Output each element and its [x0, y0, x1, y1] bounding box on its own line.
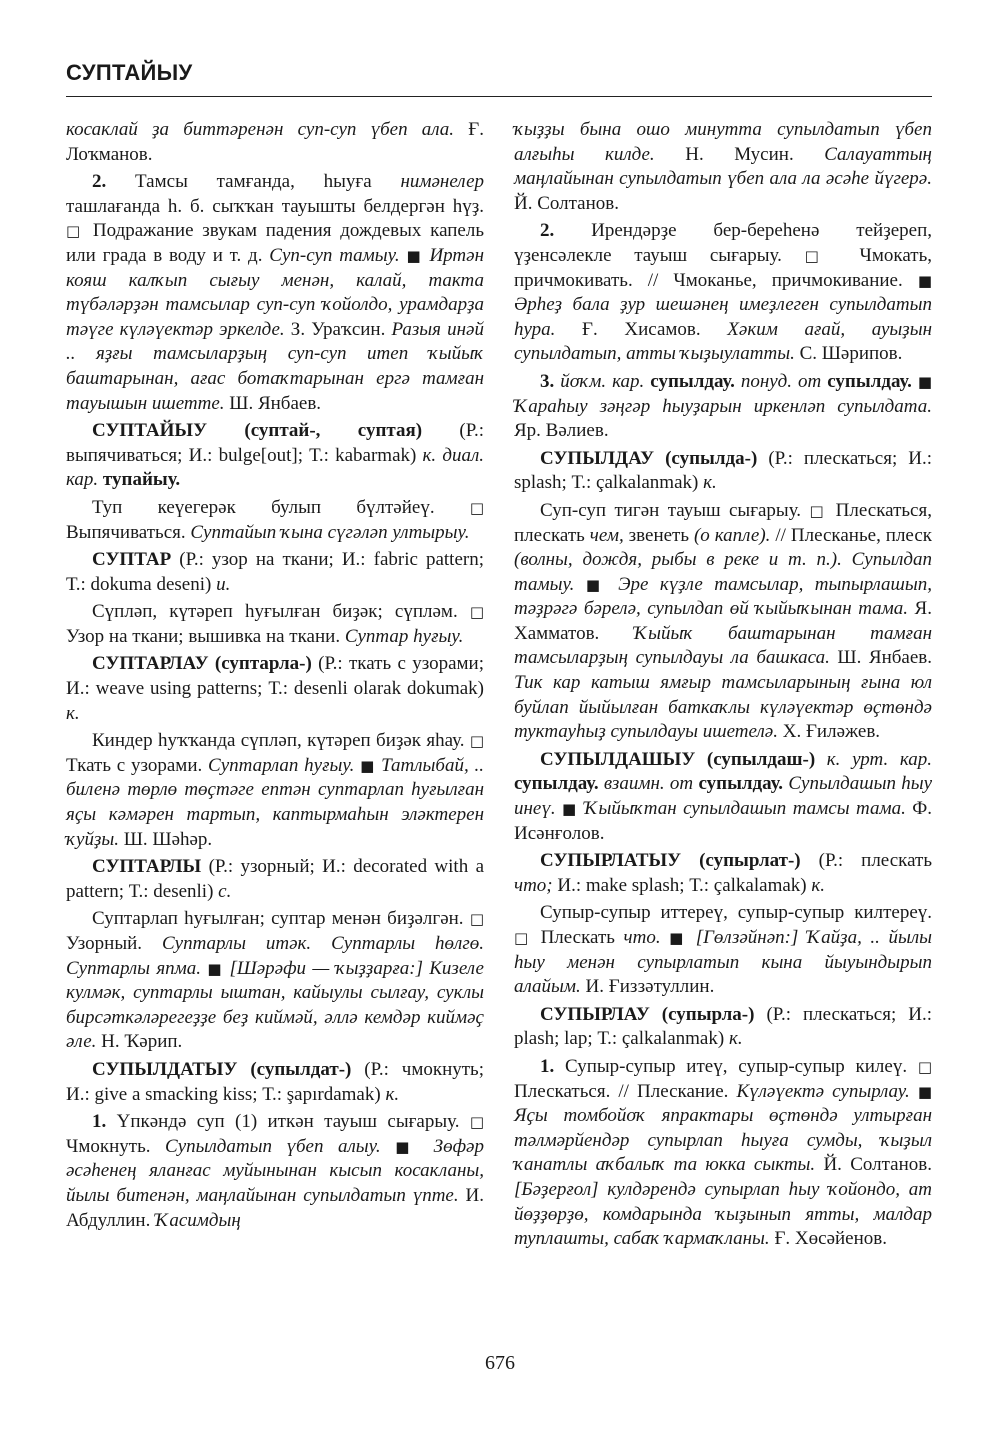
example-marker-icon: ■ [669, 929, 688, 947]
plain-text: Ш. Янбаев. [224, 392, 322, 414]
plain-text: Х. Ғиләжев. [777, 721, 881, 743]
plain-text [661, 927, 670, 948]
italic-text: Тик кар катыш ямғыр тамсыларының ғына юл буйлап йыйылған баткаҡлы күләүектәр өҫтөндә туктауһыҙ супылдауы ишетелә. [514, 672, 932, 743]
plain-text: Үпкәндә суп (1) иткән тауыш сығарыу. [106, 1111, 470, 1133]
plain-text: Яр. Вәлиев. [514, 420, 609, 442]
headword-bold: СУПЫЛДАШЫУ (супылдаш-) [540, 748, 816, 770]
translation-marker-icon: □ [66, 222, 85, 241]
example-marker-icon: ■ [917, 1082, 933, 1101]
italic-text: ҡыҙҙы бына ошо минутта супылдатып үбеп алғыһы килде. [514, 119, 932, 165]
italic-text: Эре күҙле тамсылар, тыпырлашып, тәҙрәгә бәрелә, супылдап өй ҡыйыҡынан тама. [514, 573, 932, 620]
headword-bold: СУПЫЛДАТЫУ (супылдат-) [92, 1058, 352, 1080]
entry-paragraph [66, 496, 484, 545]
italic-text: (о капле). [693, 524, 771, 546]
italic-text: Суптарлы итәк. Суптарлы һөлгө. Суптарлы япма. [66, 933, 484, 979]
plain-text: Чмокать, причмокивать. // Чмоканье, причмокивание. [514, 244, 932, 291]
headword-bold: тупайыу. [102, 469, 181, 491]
headword-bold: 1. [92, 1111, 107, 1133]
italic-text: Салауаттың маңлайынан супылдатып үбеп ала ла әсәһе йүгерә. [514, 143, 932, 190]
plain-text: Туп кеүегерәк булып бүлтәйеү. [92, 496, 470, 518]
plain-text: (Р.: выпячиваться; И.: bulge[out]; Т.: kabarmak) [66, 420, 484, 466]
italic-text: к. диал. кар. [66, 444, 484, 491]
plain-text: Плескаться. // Плескание. [514, 1080, 737, 1102]
plain-text: Чмокнуть. [66, 1135, 166, 1157]
translation-marker-icon: □ [469, 732, 484, 751]
running-header: СУПТАЙЫУ [66, 60, 193, 85]
example-marker-icon: ■ [585, 575, 607, 594]
plain-text: Подражание звукам падения дождевых капель или града в воду и т. д. [66, 220, 484, 266]
plain-text: Тамсы тамғанда, һыуға [106, 171, 401, 193]
plain-text [910, 1081, 918, 1102]
italic-text: Суп-суп тамыу. [269, 244, 400, 266]
plain-text [842, 549, 852, 570]
entry-paragraph [66, 118, 484, 167]
plain-text: С. Шәрипов. [794, 343, 903, 365]
plain-text: Ш. Шәһәр. [118, 828, 213, 850]
headword-bold: супылдау. [827, 370, 912, 392]
headword-bold: СУПТАРЛЫ [92, 856, 202, 878]
entry-paragraph [514, 447, 932, 496]
headword-bold: СУПТАЙЫУ (суптай-, суптая) [92, 420, 423, 442]
example-marker-icon: ■ [562, 800, 578, 819]
italic-text: [Шәрәфи — ҡыҙҙарға:] Кизеле кулмәк, суптарлы ыштан, кайыулы сылғау, суклы бирсәткәләрегеҙҙе беҙ киймәй, әллә кемдәр киймәҫ әле. [66, 957, 484, 1053]
entry-paragraph [514, 499, 932, 745]
entry-paragraph [66, 729, 484, 852]
italic-text: Супылдап тамыу. [514, 549, 932, 595]
entry-paragraph [66, 907, 484, 1055]
plain-text: (Р.: плескать [800, 850, 932, 872]
entry-paragraph [514, 219, 932, 367]
translation-marker-icon: □ [469, 498, 484, 517]
italic-text: Супылдатып үбеп алыу. [165, 1135, 381, 1157]
entry-paragraph [514, 849, 932, 898]
plain-text: (Р.: плескаться; И.: plash; lap; Т.: çalkalanmak) [514, 1003, 932, 1050]
italic-text: и. [216, 573, 231, 595]
example-marker-icon: ■ [395, 1137, 420, 1156]
plain-text: Й. Солтанов. [514, 192, 619, 214]
italic-text: к. [728, 1028, 743, 1050]
italic-text: Суптайып ҡына сүгәләп ултырыу. [190, 521, 470, 543]
example-marker-icon: ■ [917, 372, 933, 391]
plain-text: Н. Ҡәрип. [96, 1031, 183, 1053]
italic-text: Ҡыйыҡ баштарынан тамған тамсыларҙың супылдауы ла башкаса. [514, 622, 933, 669]
entry-paragraph [66, 652, 484, 726]
plain-text: Киндер һуҡҡанда сүпләп, күтәреп биҙәк яһау. [92, 730, 470, 752]
italic-text: к. [385, 1083, 400, 1105]
example-marker-icon: ■ [360, 756, 376, 775]
italic-text: Яҫы томбойоҡ япрактары өҫтөндә ултырған тәлмәрйендәр супырлап һыуға сумды, ҡыҙыл ҡанатлы аҡбалыҡ та юкка сыкты. [514, 1105, 932, 1176]
plain-text: Выпячиваться. [66, 521, 191, 543]
italic-text: [Гөлзәйнәп:] Ҡайҙа, .. йылы һыу менән супырлатып кына йыуындырып алайым. [514, 927, 932, 998]
headword-bold: супылдау. [514, 773, 599, 795]
headword-bold: СУПЫЛДАУ (супылда-) [540, 447, 758, 469]
plain-text: Плескать [532, 927, 624, 948]
entry-paragraph [514, 1055, 932, 1252]
italic-text: к. урт. кар. [826, 748, 932, 770]
plain-text: (Р.: узорный; И.: decorated with a pattern; Т.: desenli) [66, 856, 484, 902]
translation-marker-icon: □ [469, 910, 484, 929]
translation-marker-icon: □ [514, 929, 532, 947]
entry-paragraph [514, 748, 932, 846]
italic-text: Әрһеҙ бала ҙур шешәнең имеҙлеген супылдатып һура. [514, 294, 932, 340]
italic-text: понуд. от [740, 370, 822, 392]
left-column [66, 118, 484, 1236]
plain-text: Сүпләп, күтәреп һуғылған биҙәк; сүпләм. [92, 601, 470, 623]
italic-text: Зөфәр әсәһенең яланғас муйынынан кысып косакланы, йылы битенән, маңлайынан супылдатып үпте. [66, 1135, 484, 1206]
italic-text: к. [66, 702, 80, 724]
italic-text: Суптар һуғыу. [344, 625, 464, 647]
translation-marker-icon: □ [809, 501, 828, 520]
italic-text: Күләүектә супырлау. [736, 1080, 910, 1102]
plain-text: З. Ураҡсин. [284, 318, 392, 340]
italic-text: взаимн. от [603, 773, 694, 795]
italic-text: с. [218, 880, 232, 902]
entry-paragraph [66, 419, 484, 493]
plain-text: // Плесканье, плеск [770, 524, 932, 546]
translation-marker-icon: □ [469, 603, 484, 622]
italic-text: Разыя инәй .. яҙғы тамсыларҙың суп-суп итеп ҡыйыҡ баштарынан, ағас ботаҡтарынан ергә тамған тауышын ишетте. [66, 318, 484, 414]
plain-text: Н. Мусин. [654, 143, 825, 165]
plain-text: Плескаться, плескать [514, 499, 932, 546]
translation-marker-icon: □ [917, 1057, 932, 1076]
headword-bold: 1. [540, 1055, 555, 1077]
headword-bold: СУПТАР [92, 549, 172, 571]
entry-paragraph [66, 170, 484, 416]
italic-text: чем, [589, 524, 624, 546]
plain-text: Ш. Янбаев. [829, 647, 932, 669]
italic-text: что; [514, 874, 553, 896]
entry-paragraph [514, 118, 932, 216]
example-marker-icon: ■ [406, 246, 423, 265]
italic-text: Суптарлап һуғыу. [208, 754, 355, 776]
translation-marker-icon: □ [804, 246, 837, 265]
entry-paragraph [66, 548, 484, 597]
entry-paragraph [514, 370, 932, 444]
headword-bold: СУПТАРЛАУ (суптарла-) [92, 653, 312, 675]
headword-bold: супылдау. [650, 370, 735, 392]
entry-paragraph [514, 901, 932, 999]
page-number: 676 [485, 1352, 515, 1374]
italic-text: к. [811, 874, 826, 896]
italic-text: (волны, дождя, рыбы в реке и т. п.). [514, 549, 842, 571]
plain-text: Ирендәрҙе бер-береһенә тейҙереп, үҙенсәлекле тауыш сығарыу. [514, 220, 932, 266]
plain-text: Суптарлап һуғылған; суптар менән биҙәлгән. [92, 908, 470, 930]
italic-text: Супылдашып һыу инеү. [514, 773, 933, 820]
italic-text: Татлыбай, .. биленә төрлө төҫтәге ептән суптарлап һуғылған яҫы кәмәрен тартып, каптырмаһын эләктерен ҡуйҙы. [66, 754, 484, 850]
entry-paragraph [66, 1058, 484, 1107]
translation-marker-icon: □ [469, 1113, 484, 1132]
italic-text: что. [623, 927, 661, 948]
plain-text: Супыр-супыр итеү, супыр-супыр килеү. [554, 1055, 918, 1077]
plain-text: Ғ. Хөсәйенов. [769, 1228, 887, 1250]
example-marker-icon: ■ [917, 271, 932, 290]
italic-text: йоҡм. кар. [560, 370, 645, 392]
plain-text: Й. Солтанов. [815, 1154, 932, 1176]
plain-text: Узорный. [66, 933, 162, 954]
italic-text: Ҡараһыу зәңгәр һыуҙарын иркенләп супылдата. [514, 395, 932, 417]
plain-text: Ткать с узорами. [66, 754, 209, 776]
italic-text: Ҡасимдың [155, 1209, 241, 1231]
plain-text: Ф. Исәнғолов. [514, 798, 933, 844]
headword-bold: 2. [92, 171, 107, 193]
entry-paragraph [66, 1110, 484, 1233]
plain-text: И. Ғиззәтуллин. [580, 976, 715, 998]
right-column [514, 118, 932, 1255]
entry-paragraph [66, 855, 484, 904]
plain-text: (Р.: ткать с узорами; И.: weave using patterns; Т.: desenli olarak dokumak) [66, 653, 484, 700]
headword-bold: СУПЫРЛАУ (супырла-) [540, 1003, 755, 1025]
plain-text [574, 574, 585, 595]
plain-text: Ғ. Лоҡманов. [66, 119, 485, 165]
plain-text: Я. Хамматов. [514, 598, 932, 644]
italic-text: Ҡыйыҡтан супылдашып тамсы тама. [577, 798, 906, 820]
plain-text [381, 1136, 396, 1157]
plain-text: ташлағанда һ. б. сыҡҡан тауышты белдергән һүҙ. [66, 195, 484, 217]
plain-text: И. Абдуллин. [66, 1184, 484, 1231]
headword-bold: 2. [540, 220, 555, 242]
header-rule [66, 96, 932, 97]
italic-text: нимәнелер [400, 171, 484, 193]
plain-text: (Р.: чмокнуть; И.: give a smacking kiss; Т.: şapırdamak) [66, 1058, 484, 1105]
italic-text: косаклай ҙа биттәренән суп-суп үбеп ала. [66, 119, 455, 140]
plain-text: Супыр-супыр иттереү, супыр-супыр килтереү. [540, 902, 932, 924]
plain-text: Узор на ткани; вышивка на ткани. [66, 625, 345, 647]
example-marker-icon: ■ [207, 959, 224, 978]
plain-text: (Р.: плескаться; И.: splash; Т.: çalkalanmak) [514, 447, 933, 494]
headword-bold: 3. [540, 370, 555, 392]
plain-text: И.: make splash; Т.: çalkalamak) [552, 874, 812, 896]
headword-bold: СУПЫРЛАТЫУ (супырлат-) [540, 850, 801, 872]
italic-text: Хәким ағай, ауыҙын супылдатып, атты ҡыҙыулатты. [514, 318, 932, 365]
entry-paragraph [514, 1003, 932, 1052]
plain-text: Ғ. Хисамов. [555, 318, 728, 340]
plain-text: звенеть [623, 524, 694, 546]
plain-text: (Р.: узор на ткани; И.: fabric pattern; Т.: dokuma deseni) [66, 549, 484, 595]
italic-text: к. [703, 472, 717, 494]
plain-text: Суп-суп тигән тауыш сығарыу. [540, 499, 810, 521]
italic-text: Иртән кояш калҡып сығыу менән, калай, такта түбәләрҙән тамсылар суп-суп ҡойолдо, урамдарҙа тәүге күләүектәр эркелде. [66, 244, 484, 340]
headword-bold: супылдау. [698, 773, 784, 795]
italic-text: [Бәҙерғол] кулдәрендә супырлап һыу ҡойондо, ат йөҙҙөрҙө, комдарында ҡыҙынып ятты, малдар туплашты, сабаҡ ҡармаҡланы. [514, 1178, 932, 1250]
plain-text [815, 749, 827, 770]
entry-paragraph [66, 600, 484, 649]
